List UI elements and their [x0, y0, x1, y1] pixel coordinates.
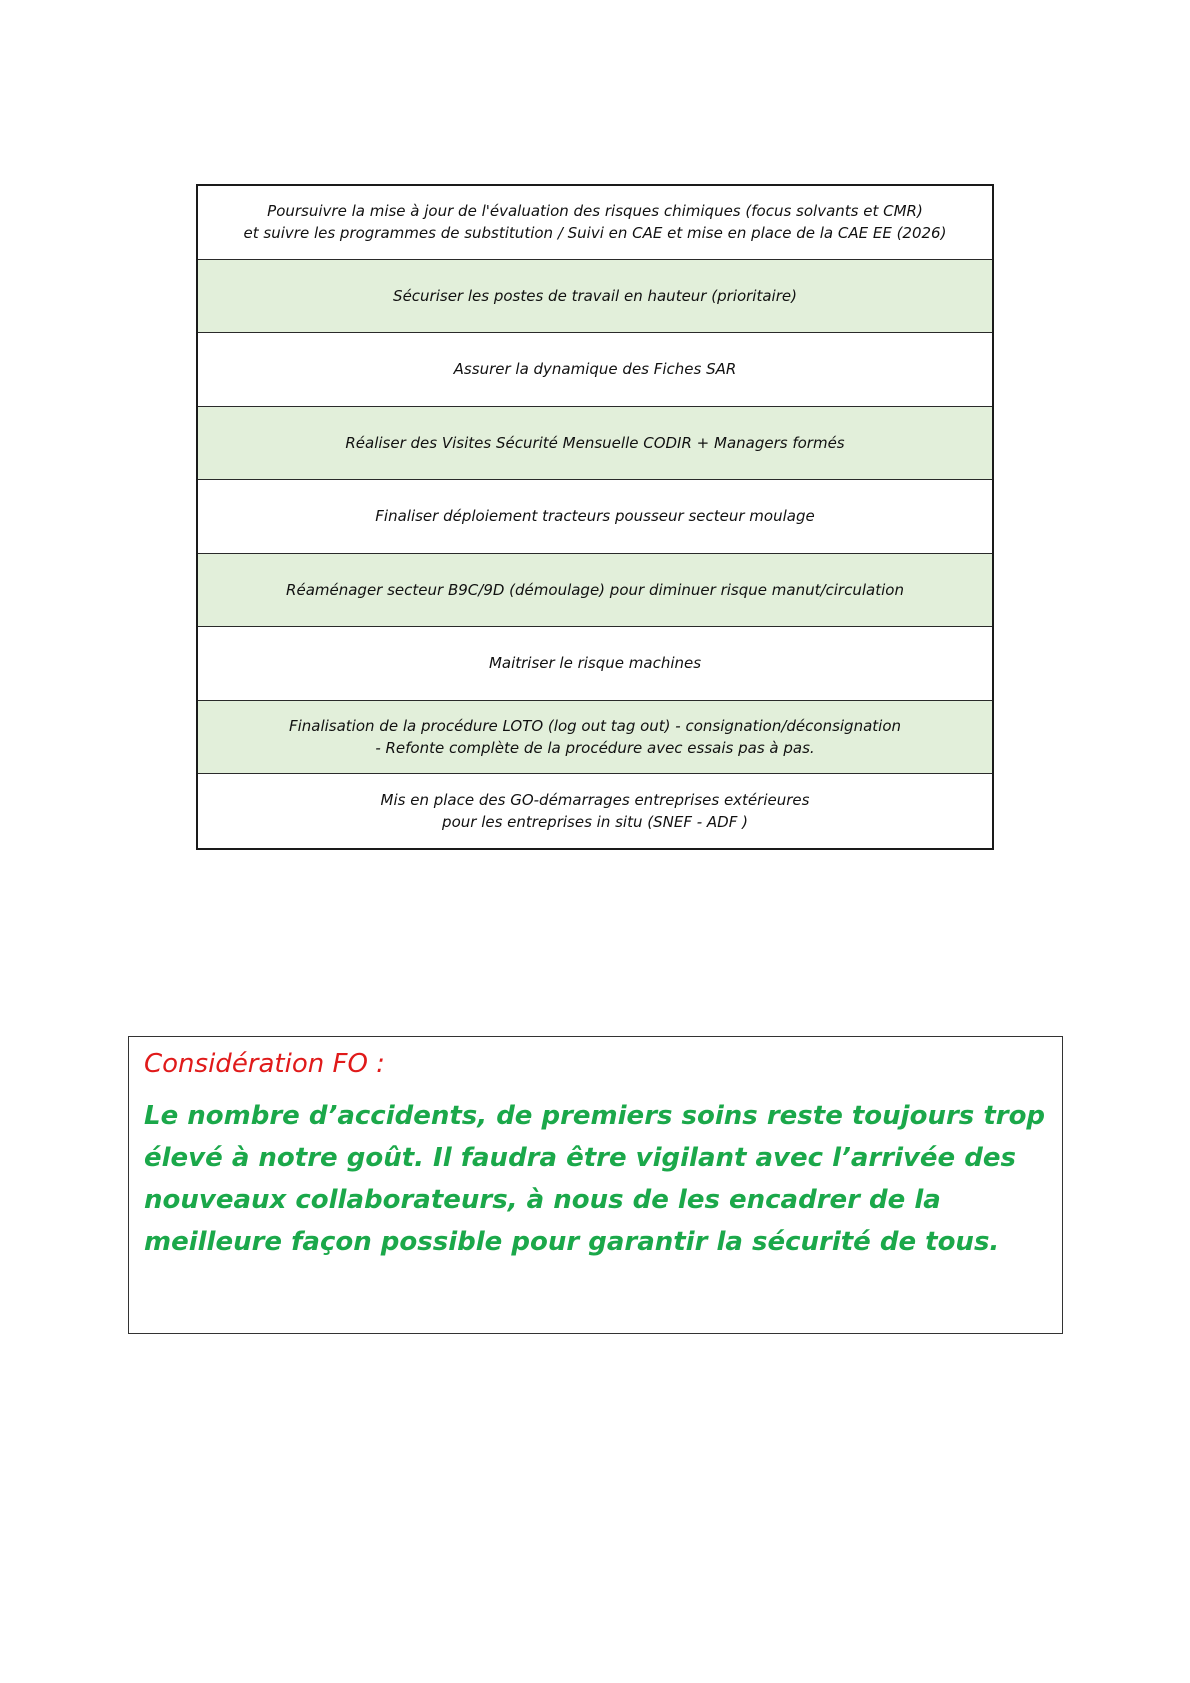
fo-body: Le nombre d’accidents, de premiers soins reste toujours trop élevé à notre goût. Il faudra être vigilant avec l’arrivée des nouveaux collaborateurs, à nous de les encadrer de la meilleure façon possible pour garantir la sécurité de tous.: [144, 1101, 1046, 1257]
action-row: [198, 480, 992, 554]
action-line: Réaménager secteur B9C/9D (démoulage) pour diminuer risque manut/circulation: [286, 580, 904, 599]
action-text: [381, 789, 810, 833]
action-row: [198, 627, 992, 701]
actions-table: [196, 184, 994, 850]
action-line: et suivre les programmes de substitution / Suivi en CAE et mise en place de la CAE EE (2026): [243, 224, 947, 243]
action-row: [198, 186, 992, 260]
action-line: - Refonte complète de la procédure avec essais pas à pas.: [375, 738, 815, 757]
action-line: Assurer la dynamique des Fiches SAR: [453, 360, 737, 379]
action-text: [454, 358, 737, 380]
action-line: pour les entreprises in situ (SNEF - ADF ): [442, 812, 748, 831]
action-text: [375, 505, 814, 527]
action-line: Finaliser déploiement tracteurs pousseur secteur moulage: [375, 507, 815, 526]
action-line: Sécuriser les postes de travail en hauteur (prioritaire): [393, 286, 797, 305]
action-line: Mis en place des GO-démarrages entreprises extérieures: [380, 790, 810, 809]
action-row: [198, 260, 992, 334]
action-row: [198, 774, 992, 848]
action-row: [198, 701, 992, 775]
action-row: [198, 333, 992, 407]
action-row: [198, 407, 992, 481]
action-line: Maitriser le risque machines: [488, 654, 702, 673]
action-text: [393, 285, 797, 307]
fo-consideration-box: [128, 1036, 1063, 1334]
action-text: [286, 579, 904, 601]
action-text: [345, 432, 844, 454]
action-row: [198, 554, 992, 628]
action-text: [489, 652, 701, 674]
action-line: Poursuivre la mise à jour de l'évaluation des risques chimiques (focus solvants et CMR): [267, 202, 923, 221]
action-line: Finalisation de la procédure LOTO (log out tag out) - consignation/déconsignation: [288, 716, 902, 735]
action-text: [289, 715, 901, 759]
action-text: [244, 200, 947, 244]
action-line: Réaliser des Visites Sécurité Mensuelle CODIR + Managers formés: [345, 433, 845, 452]
fo-title: Considération FO :: [144, 1049, 385, 1079]
